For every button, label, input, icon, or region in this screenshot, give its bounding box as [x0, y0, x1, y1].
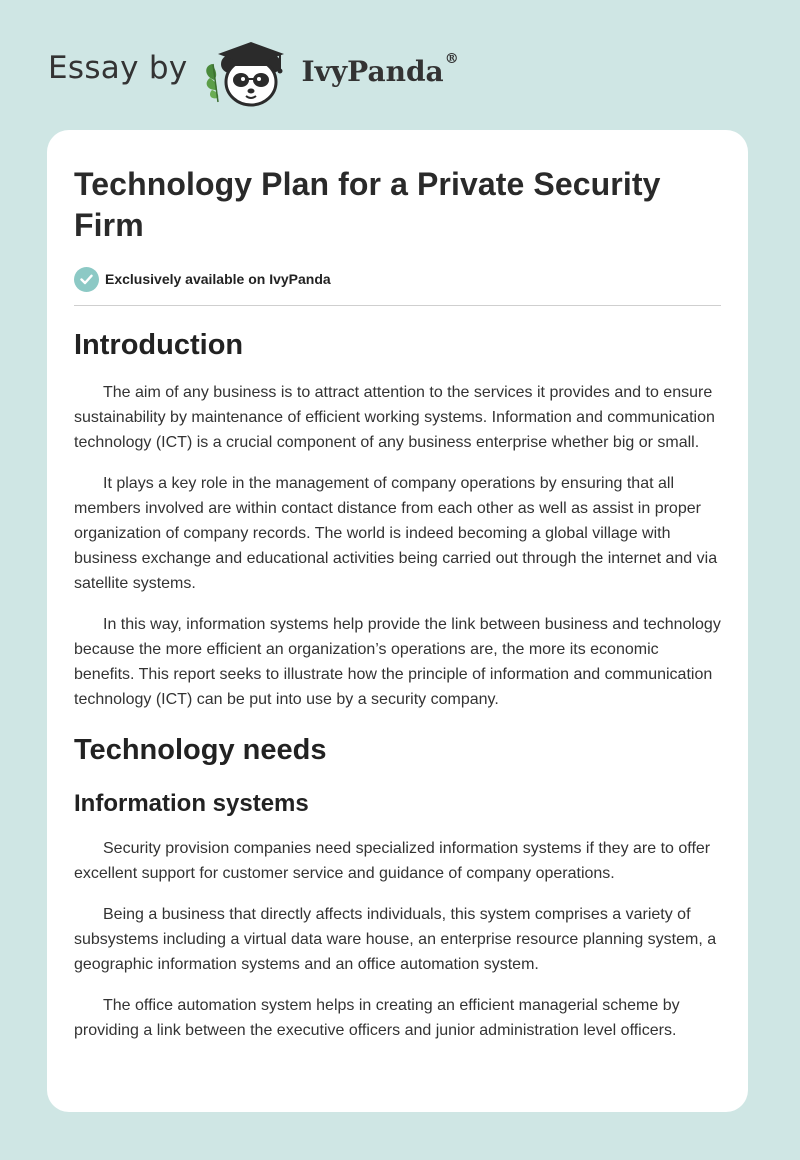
brand-prefix: Essay by: [48, 50, 188, 86]
paragraph: In this way, information systems help provide the link between business and technology because the more efficient an organization’s operations are, the more its economic benefits. This report seeks to illustrate how the principle of information and communication technology (ICT) can be put into use by a security company.: [74, 616, 721, 708]
article-card: [47, 130, 748, 1112]
article-title: Technology Plan for a Private Security Firm: [74, 166, 661, 243]
brand-header: [48, 36, 459, 108]
section-heading-introduction: Introduction: [74, 329, 244, 361]
exclusive-badge: [74, 266, 721, 292]
registered-mark: ®: [444, 50, 459, 67]
brand-name[interactable]: IvyPanda®: [301, 50, 459, 88]
paragraph: It plays a key role in the management of company operations by ensuring that all members involved are within contact distance from each other as well as assist in proper organization of company records. The world is indeed becoming a global village with business exchange and educational activities being carried out through the internet and via satellite systems.: [74, 475, 718, 592]
subsection-heading-information-systems: Information systems: [74, 790, 309, 817]
check-circle-icon: [74, 267, 99, 292]
paragraph: The aim of any business is to attract attention to the services it provides and to ensure sustainability by maintenance of efficient working systems. Information and communication technology (ICT) is a crucial component of any business enterprise whether big or small.: [74, 384, 715, 451]
paragraph: The office automation system helps in creating an efficient managerial scheme by providing a link between the executive officers and junior administration level officers.: [74, 997, 680, 1039]
exclusive-label: Exclusively available on IvyPanda: [105, 271, 331, 287]
panda-logo-icon[interactable]: [200, 36, 296, 108]
section-heading-technology-needs: Technology needs: [74, 734, 327, 766]
paragraph: Being a business that directly affects individuals, this system comprises a variety of subsystems including a virtual data ware house, an enterprise resource planning system, a geographic information systems and an office automation system.: [74, 906, 717, 973]
title-divider: [74, 305, 721, 306]
paragraph: Security provision companies need specialized information systems if they are to offer excellent support for customer service and guidance of company operations.: [74, 840, 711, 882]
